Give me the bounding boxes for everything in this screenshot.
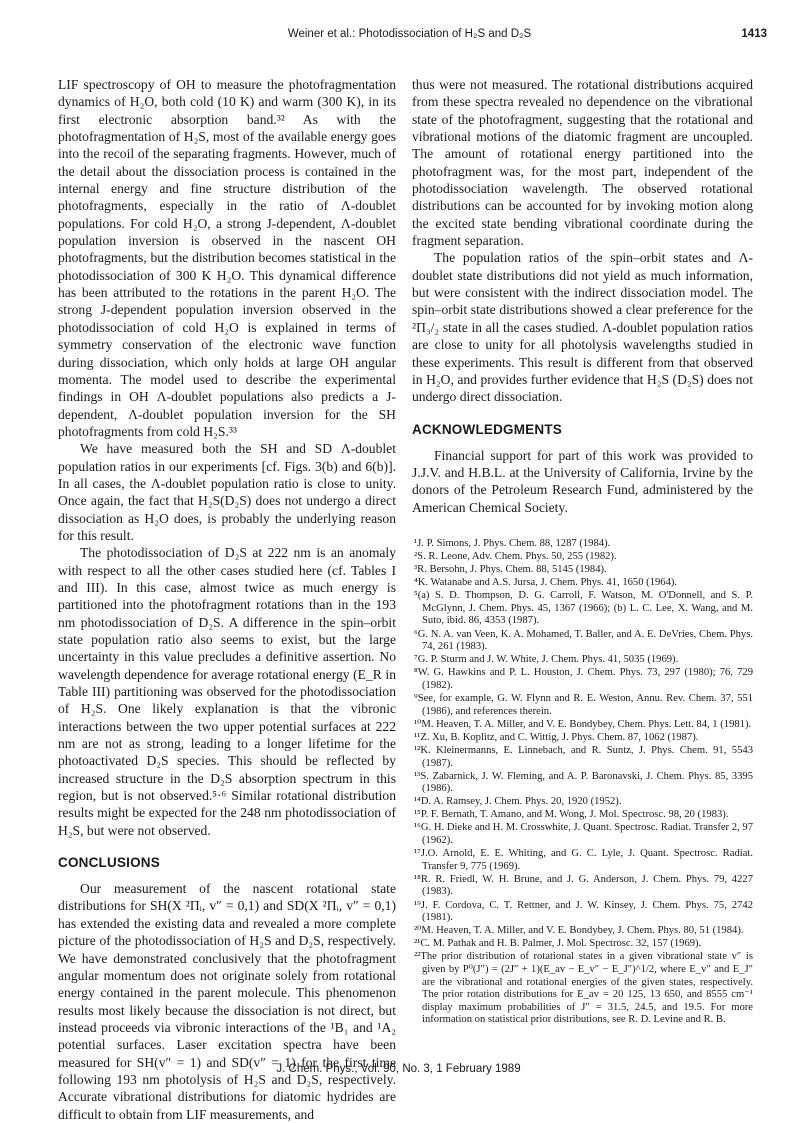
- reference-item: ⁶G. N. A. van Veen, K. A. Mohamed, T. Baller, and A. E. DeVries, Chem. Phys. 74, 261 (1983).: [414, 628, 753, 653]
- reference-item: ¹⁴D. A. Ramsey, J. Chem. Phys. 20, 1920 (1952).: [414, 796, 622, 808]
- reference-item: ¹³S. Zabarnick, J. W. Fleming, and A. P. Baronavski, J. Chem. Phys. 85, 3395 (1986).: [414, 770, 753, 795]
- reference-item: ⁸W. G. Hawkins and P. L. Houston, J. Chem. Phys. 73, 297 (1980); 76, 729 (1982).: [414, 667, 753, 691]
- reference-item: ¹⁸R. R. Friedl, W. H. Brune, and J. G. Anderson, J. Chem. Phys. 79, 4227 (1983).: [414, 873, 753, 898]
- reference-item: ⁷G. P. Sturm and J. W. White, J. Chem. Phys. 41, 5035 (1969).: [414, 654, 679, 666]
- page-header: [52, 28, 767, 48]
- body-paragraph: The photodissociation of D₂S at 222 nm is an anomaly with respect to all the other cases studied here (cf. Tables I and III). In this case, almost twice as much energy is partitioned into the photofragment rotations than in the 193 nm photodissociation of D₂S. A difference in the spin–orbit state population ratio also seems to exist, but the large uncertainty in this value precludes a definitive assertion. No wavelength dependence for average rotational energy (E_R in Table III) partitioning was observed for the photodissociation of H₂S. One likely explanation is that the vibronic interactions between the two upper potential surfaces at 222 nm are not as strong, leading to a longer lifetime for the photoactivated D₂S species. This should be reflected by increased structure in the D₂S absorption spectrum in this region, but is not observed.⁵·⁶ Similar rotational distribution results might be expected for the 248 nm photodissociation of H₂S, but were not observed.: [58, 545, 396, 838]
- page-footer: J. Chem. Phys., Vol. 90, No. 3, 1 February 1989: [276, 1063, 521, 1075]
- body-paragraph: thus were not measured. The rotational distributions acquired from these spectra revealed no dependence on the vibrational state of the photofragment, suggesting that the rotational and vibrational motions of the diatomic fragment are uncoupled. The amount of rotational energy partitioned into the photofragment was, for the most part, independent of the photodissociation wavelength. The observed rotational distributions can be accounted for by invoking motion along the excited state bending vibrational coordinate during the fragment separation.: [412, 77, 753, 249]
- left-column: [58, 76, 396, 1123]
- reference-item: ¹⁹J. F. Cordova, C. T. Rettner, and J. W. Kinsey, J. Chem. Phys. 75, 2742 (1981).: [414, 899, 753, 924]
- reference-item: ⁵(a) S. D. Thompson, D. G. Carroll, F. Watson, M. O'Donnell, and S. P. McGlynn, J. Chem. Phys. 45, 1367 (1966); (b) L. C. Lee, X. Wang, and M. Suto, ibid. 86, 4353 (1987).: [414, 590, 753, 627]
- reference-item: ⁴K. Watanabe and A.S. Jursa, J. Chem. Phys. 41, 1650 (1964).: [414, 577, 678, 589]
- running-title: Weiner et al.: Photodissociation of H₂S and D₂S: [287, 28, 532, 40]
- conclusions-heading: CONCLUSIONS: [58, 855, 160, 871]
- reference-item: ²S. R. Leone, Adv. Chem. Phys. 50, 255 (1982).: [414, 551, 617, 562]
- body-paragraph: LIF spectroscopy of OH to measure the photofragmentation dynamics of H₂O, both cold (10 K) and warm (300 K), in its first electronic absorption band.³² As with the photofragmentation of H₂S, most of the available energy goes into the recoil of the separating fragments. However, much of the detail about the dissociation process is contained in the internal energy and fine structure distribution of the photofragments, especially in the ratio of Λ-doublet populations. For cold H₂O, a strong J-dependent, Λ-doublet population inversion is observed in the nascent OH photofragments, but the distribution becomes statistical in the photodissociation of 300 K H₂O. This dynamical difference has been attributed to the rotations in the parent H₂O. The strong J-dependent population inversion observed in the photodissociation of cold H₂O is explained in terms of symmetry conservation of the electronic wave function during dissociation, which only holds at large OH angular momenta. The model used to describe the experimental findings in OH Λ-doublet populations also predicts a J-dependent, Λ-doublet population inversion for the SH photofragments from cold H₂S.³³: [58, 77, 396, 439]
- reference-item: ³R. Bersohn, J. Phys. Chem. 88, 5145 (1984).: [414, 564, 607, 576]
- right-column: [412, 76, 753, 1027]
- reference-item: ²¹C. M. Pathak and H. B. Palmer, J. Mol. Spectrosc. 32, 157 (1969).: [414, 938, 702, 950]
- reference-item: ¹⁵P. F. Bernath, T. Amano, and M. Wong, J. Mol. Spectrosc. 98, 20 (1983).: [414, 809, 729, 821]
- acknowledgments-paragraph: Financial support for part of this work was provided to J.J.V. and H.B.L. at the University of California, Irvine by the donors of the Petroleum Research Fund, administered by the American Chemical Society.: [412, 447, 753, 515]
- reference-item: ¹J. P. Simons, J. Phys. Chem. 88, 1287 (1984).: [414, 537, 611, 549]
- reference-item: ¹⁶G. H. Dieke and H. M. Crosswhite, J. Quant. Spectrosc. Radiat. Transfer 2, 97 (1962).: [414, 822, 753, 847]
- reference-item: ¹¹Z. Xu, B. Koplitz, and C. Wittig, J. Phys. Chem. 87, 1062 (1987).: [414, 731, 699, 743]
- body-paragraph: The population ratios of the spin–orbit states and Λ-doublet state distributions did not yield as much information, but were consistent with the indirect dissociation model. The spin–orbit state distributions showed a clear preference for the ²Π₃/₂ state in all the cases studied. Λ-doublet population ratios are close to unity for all photolysis wavelengths studied in these experiments. This result is different from that observed in H₂O, and provides further evidence that H₂S (D₂S) does not undergo direct dissociation.: [412, 250, 753, 405]
- conclusions-paragraph: Our measurement of the nascent rotational state distributions for SH(X ²Πᵢ, v″ = 0,1) and SD(X ²Πᵢ, v″ = 0,1) has extended the existing data and revealed a more complete picture of the photodissociation of H₂S and D₂S, respectively. We have demonstrated conclusively that the photofragment angular momentum does not originate solely from rotational energy contained in the parent molecule. This phenomenon results most likely because the dissociation is not direct, but instead proceeds via vibronic interactions of the ¹B₁ and ¹A₂ potential surfaces. Laser excitation spectra have been measured for SH(v″ = 1) and SD(v″ = 1) for the first time following 193 nm photolysis of H₂S and D₂S, respectively. Accurate vibrational distributions for diatomic hydrides are difficult to obtain from LIF measurements, and: [58, 881, 396, 1122]
- acknowledgments-heading: ACKNOWLEDGMENTS: [412, 421, 562, 437]
- reference-list: [412, 538, 753, 1027]
- reference-item: ⁹See, for example, G. W. Flynn and R. E. Weston, Annu. Rev. Chem. 37, 551 (1986), and references therein.: [414, 693, 753, 717]
- reference-item: ¹²K. Kleinermanns, E. Linnebach, and R. Suntz, J. Phys. Chem. 91, 5543 (1987).: [414, 744, 753, 769]
- reference-item: ²²The prior distribution of rotational states in a given vibrational state v″ is given by P⁰(J″) = (2J″ + 1)(E_av − E_v″ − E_J″)^1/2, where E_v″ and E_J″ are the vibrational and rotational energies of the given states, respectively. The prior rotation distributions for E_av = 20 125, 13 650, and 8555 cm⁻¹ display maximum probabilities of J″ = 31.5, 24.5, and 19.5. For more information on statistical prior distributions, see R. D. Levine and R. B.: [414, 951, 753, 1026]
- page-number: 1413: [741, 28, 767, 40]
- body-paragraph: We have measured both the SH and SD Λ-doublet population ratios in our experiments [cf. Figs. 3(b) and 6(b)]. In all cases, the Λ-doublet population ratio is close to unity. Once again, the fact that H₂S(D₂S) does not undergo a direct dissociation as H₂O does, is probably the underlying reason for this result.: [58, 441, 396, 543]
- reference-item: ²⁰M. Heaven, T. A. Miller, and V. E. Bondybey, J. Chem. Phys. 80, 51 (1984).: [414, 925, 744, 937]
- reference-item: ¹⁷J.O. Arnold, E. E. Whiting, and G. C. Lyle, J. Quant. Spectrosc. Radiat. Transfer 9, 775 (1969).: [414, 848, 753, 872]
- reference-item: ¹⁰M. Heaven, T. A. Miller, and V. E. Bondybey, Chem. Phys. Lett. 84, 1 (1981).: [414, 718, 752, 730]
